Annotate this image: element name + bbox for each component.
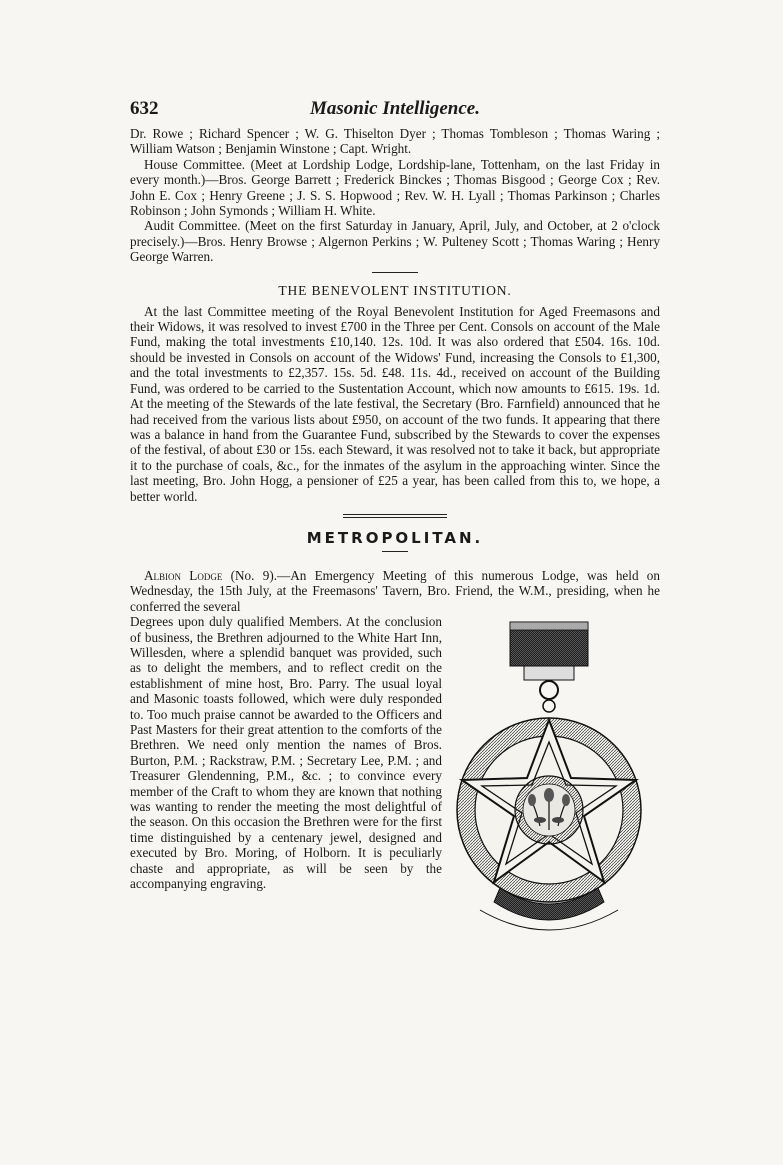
albion-lodge-intro — [130, 568, 660, 614]
benevolent-institution-heading: THE BENEVOLENT INSTITUTION. — [278, 282, 512, 298]
metropolitan-heading: METROPOLITAN. — [306, 528, 484, 547]
heading-underline — [382, 551, 408, 552]
albion-lodge-intro-text: (No. 9).—An Emergency Meeting of this numerous Lodge, was held on Wednesday, the 15th July, at the Freemasons' Tavern, Bro. Friend, the W.M., presiding, when he conferred the several — [130, 567, 660, 614]
page — [130, 96, 660, 891]
albion-lodge-article — [130, 568, 660, 892]
audit-committee-paragraph: Audit Committee. (Meet on the first Saturday in January, April, July, and October, at 2 o'clock precisely.)—Bros. Henry Browse ; Algernon Perkins ; W. Pulteney Scott ; Thomas Waring ; Henry George Warren. — [130, 218, 660, 265]
page-header — [130, 96, 660, 126]
committee-members-continued: Dr. Rowe ; Richard Spencer ; W. G. Thiselton Dyer ; Thomas Tombleson ; Thomas Waring ; William Watson ; Benjamin Winstone ; Capt. Wright. — [130, 126, 660, 157]
centenary-jewel-engraving — [440, 620, 658, 950]
house-committee-paragraph: House Committee. (Meet at Lordship Lodge, Lordship-lane, Tottenham, on the last Friday in every month.)—Bros. George Barrett ; Frederick Binckes ; Thomas Bisgood ; George Cox ; Rev. John E. Cox ; Henry Greene ; J. S. S. Hopwood ; Rev. W. H. Lyall ; Thomas Parkinson ; Charles Robinson ; John Symonds ; William H. White. — [130, 156, 660, 219]
page-number: 632 — [130, 98, 159, 119]
benevolent-institution-paragraph: At the last Committee meeting of the Royal Benevolent Institution for Aged Freemasons and their Widows, it was resolved to invest £700 in the Three per Cent. Consols on account of the Male Fund, making the total investments £10,140. 12s. 10d. It was also ordered that £504. 16s. 10d. should be invested in Consols on account of the Widows' Fund, increasing the Consols to £1,300, and the total investments to £2,357. 15s. 5d. £48. 11s. 4d., received on account of the Building Fund, was ordered to be carried to the Sustentation Account, which now amounts to £615. 19s. 1d. At the meeting of the Stewards of the late festival, the Secretary (Bro. Farnfield) announced that he had received from the various lists about £950, on account of the two funds. It appearing that there was a balance in hand from the Guarantee Fund, subscribed by the Stewards to cover the expenses of the festival, of about £30 or 15s. each Steward, it was resolved not to take it back, but appropriate it to the purchase of coals, &c., for the inmates of the asylum in the approaching winter. Since the last meeting, Bro. John Hogg, a pensioner of £25 a year, has been called from this to, we hope, a better world. — [130, 303, 660, 504]
lodge-name: Albion Lodge — [144, 567, 223, 583]
running-head: Masonic Intelligence. — [310, 98, 480, 119]
double-rule-divider — [343, 514, 447, 518]
section-divider — [372, 272, 418, 273]
albion-lodge-column-text: Degrees upon duly qualified Members. At the conclusion of business, the Brethren adjourned to the White Hart Inn, Willesden, where a splendid banquet was provided, such as to delight the members, and to reflect credit on the establishment of mine host, Bro. Parry. The usual loyal and Masonic toasts followed, which were duly responded to. Too much praise cannot be awarded to the Officers and Past Masters for their great attention to the comforts of the Brethren. We need only mention the names of Bros. Burton, P.M. ; Rackstraw, P.M. ; Secretary Lee, P.M. ; and Treasurer Glendenning, P.M., &c. ; to convince every member of the Craft to whom they are known that nothing was wanting to render the meeting the most delightful of the season. On this occasion the Brethren were for the first time distinguished by a centenary jewel, designed and executed by Bro. Moring, of Holborn. It is peculiarly chaste and appropriate, as will be seen by the accompanying engraving. — [130, 614, 442, 892]
